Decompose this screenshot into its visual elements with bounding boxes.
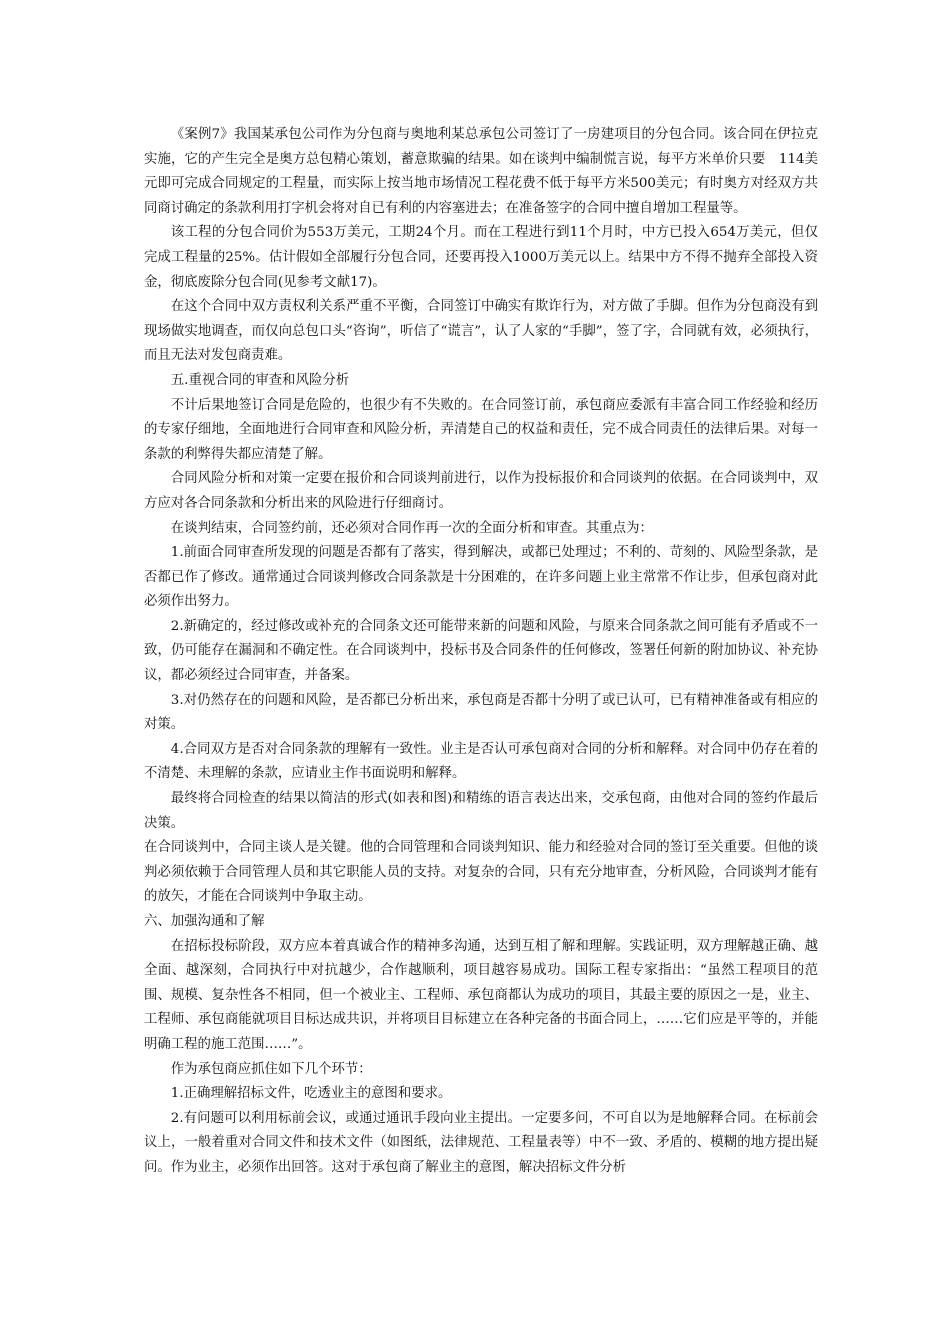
paragraph-final-review: 在谈判结束，合同签约前，还必须对合同作再一次的全面分析和审查。其重点为： <box>170 520 653 536</box>
paragraph-risk-analysis: 合同风险分析和对策一定要在报价和合同谈判前进行，以作为投标报价和合同谈判的依据。在合同谈判中，双方应对各合同条款和分析出来的风险进行仔细商讨。 <box>144 471 818 511</box>
paragraph-communication: 在招标投标阶段，双方应本着真诚合作的精神多沟通，达到互相了解和理解。实践证明，双方理解越正确、越全面、越深刻，合同执行中对抗越少，合作越顺利，项目越容易成功。国际工程专家指出：“虽然工程项目的范围、规模、复杂性各不相同，但一个被业主、工程师、承包商都认为成功的项目，其最主要的原因之一是，业主、工程师、承包商能就项目目标达成共识，并将项目目标建立在各种完备的书面合同上，……它们应是平等的，并能明确工程的施工范围……”。 <box>144 938 818 1052</box>
paragraph-imbalance: 在这个合同中双方责权利关系严重不平衡，合同签订中确实有欺诈行为，对方做了手脚。但作为分包商没有到现场做实地调查，而仅向总包口头“咨询”，听信了“谎言”，认了人家的“手脚”，签了字，合同就有效，必须执行，而且无法对发包商责难。 <box>144 299 818 364</box>
paragraph-contract-price: 该工程的分包合同价为553万美元，工期24个月。而在工程进行到11个月时，中方已投入654万美元，但仅完成工程量的25%。估计假如全部履行分包合同，还要再投入1000万美元以上。结果中方不得不抛弃全部投入资金，彻底废除分包合同(见参考文献17)。 <box>144 225 818 290</box>
list-item-3: 3.对仍然存在的问题和风险，是否都已分析出来，承包商是否都十分明了或已认可，已有精神准备或有相应的对策。 <box>144 692 818 733</box>
paragraph-contractor-steps: 作为承包商应抓住如下几个环节： <box>170 1061 372 1077</box>
list-item-understand-tender: 1.正确理解招标文件，吃透业主的意图和要求。 <box>170 1086 452 1102</box>
list-item-ask-questions: 2.有问题可以利用标前会议，或通过通讯手段向业主提出。一定要多问，不可自以为是地解释合同。在标前会议上，一般着重对合同文件和技术文件（如图纸，法律规范、工程量表等）中不一致、矛盾的、模糊的地方提出疑问。作为业主，必须作出回答。这对于承包商了解业主的意图，解决招标文件分析 <box>144 1110 818 1175</box>
paragraph-summary: 最终将合同检查的结果以简洁的形式(如表和图)和精练的语言表达出来，交承包商，由他对合同的签约作最后决策。 <box>144 791 818 831</box>
paragraph-risk-review: 不计后果地签订合同是危险的，也很少有不失败的。在合同签订前，承包商应委派有丰富合同工作经验和经历的专家仔细地，全面地进行合同审查和风险分析，弄清楚自己的权益和责任，完不成合同责任的法律后果。对每一条款的利弊得失都应清楚了解。 <box>144 397 818 462</box>
list-item-1: 1.前面合同审查所发现的问题是否都有了落实，得到解决，或都已处理过；不利的、苛刻的、风险型条款，是否都已作了修改。通常通过合同谈判修改合同条款是十分困难的，在许多问题上业主常常不作让步，但承包商对此必须作出努力。 <box>144 545 818 610</box>
paragraph-negotiator: 在合同谈判中，合同主谈人是关键。他的合同管理和合同谈判知识、能力和经验对合同的签订至关重要。但他的谈判必须依赖于合同管理人员和其它职能人员的支持。对复杂的合同，只有充分地审查，分析风险，合同谈判才能有的放矢，才能在合同谈判中争取主动。 <box>144 840 818 905</box>
document-page <box>144 123 818 1181</box>
list-item-2: 2.新确定的，经过修改或补充的合同条文还可能带来新的问题和风险，与原来合同条款之间可能有矛盾或不一致，仍可能存在漏洞和不确定性。在合同谈判中，投标书及合同条件的任何修改，签署任何新的附加协议、补充协议，都必须经过合同审查，并备案。 <box>144 618 818 684</box>
paragraph-case-7: 《案例7》我国某承包公司作为分包商与奥地利某总承包公司签订了一房建项目的分包合同。该合同在伊拉克实施，它的产生完全是奥方总包精心策划，蓄意欺骗的结果。如在谈判中编制慌言说，每平方米单价只要 114美元即可完成合同规定的工程量，而实际上按当地市场情况工程花费不低于每平方米500美元；有时奥方对经双方共同商讨确定的条款利用打字机会将对自已有利的内容塞进去；在准备签字的合同中擅自增加工程量等。 <box>144 127 818 216</box>
list-item-4: 4.合同双方是否对合同条款的理解有一致性。业主是否认可承包商对合同的分析和解释。对合同中仍存在着的不清楚、未理解的条款，应请业主作书面说明和解释。 <box>144 741 818 782</box>
section-heading-5: 五.重视合同的审查和风险分析 <box>170 372 350 388</box>
section-heading-6: 六、加强沟通和了解 <box>144 914 265 929</box>
